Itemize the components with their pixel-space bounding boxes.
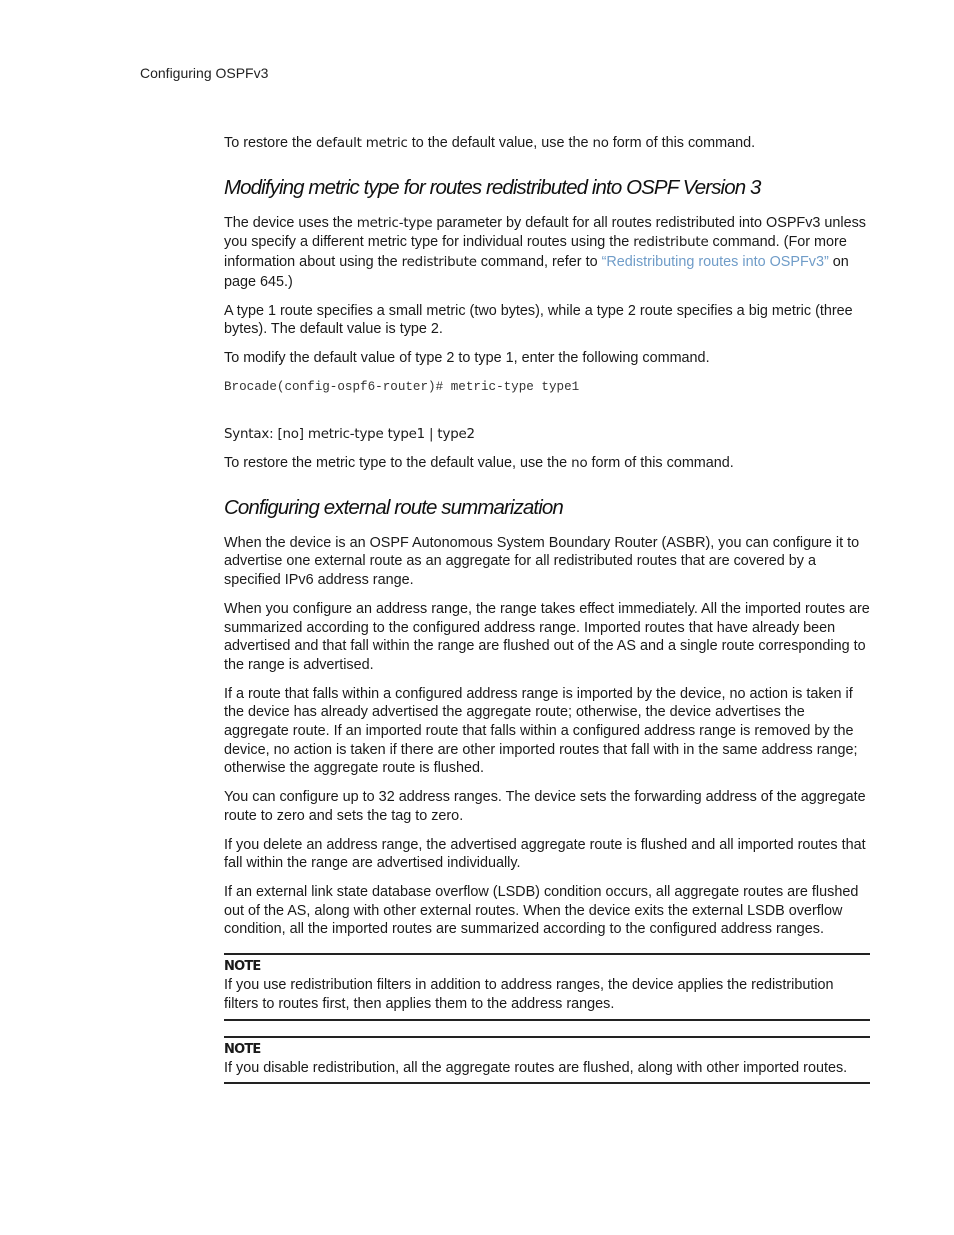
section-heading-metric-type: Modifying metric type for routes redistributed into OSPF Version 3 <box>224 175 761 199</box>
text-run: To restore the <box>224 135 316 151</box>
paragraph: You can configure up to 32 address ranges. The device sets the forwarding address of the aggregate route to zero and sets the tag to zero. <box>224 789 866 824</box>
note-text: If you use redistribution filters in addition to address ranges, the device applies the redistribution filters to routes first, then applies them to the address ranges. <box>224 977 834 1012</box>
paragraph-type-routes: A type 1 route specifies a small metric (two bytes), while a type 2 route specifies a big metric (three bytes). The default value is type 2. <box>224 302 853 338</box>
paragraph-restore-metric-type <box>224 454 870 474</box>
keyword-redistribute: redistribute <box>633 235 709 251</box>
text-run: The device uses the <box>224 214 357 231</box>
text-run: form of this command. <box>587 455 734 472</box>
page-content <box>224 134 870 1084</box>
paragraph: When you configure an address range, the range takes effect immediately. All the imported routes are summarized according to the configured address range. Imported routes that have already been advertised and that fall within the range are flushed out of the AS and a single route corresponding to the range is advertised. <box>224 600 870 673</box>
syntax-line: Syntax: [no] metric-type type1 | type2 <box>224 427 475 443</box>
keyword-no: no <box>592 136 609 151</box>
text-run: on page 645.) <box>224 254 849 290</box>
paragraph-metric-type-intro <box>224 214 870 292</box>
running-header: Configuring OSPFv3 <box>140 65 269 81</box>
note-box <box>224 953 870 1020</box>
paragraph: If an external link state database overflow (LSDB) condition occurs, all aggregate routes are flushed out of the AS, along with other external routes. When the device exits the external LSDB overflow condition, all the imported routes are summarized according to the configured address ranges. <box>224 883 859 938</box>
note-title: NOTE <box>224 959 261 975</box>
note-box <box>224 1036 870 1085</box>
paragraph-restore-default-metric <box>224 134 870 154</box>
paragraph-modify-default: To modify the default value of type 2 to type 1, enter the following command. <box>224 349 710 366</box>
cross-reference-link[interactable]: “Redistributing routes into OSPFv3” <box>601 254 829 271</box>
note-title: NOTE <box>224 1041 261 1057</box>
keyword-metric-type: metric-type <box>356 215 433 231</box>
code-example: Brocade(config-ospf6-router)# metric-type type1 <box>224 379 580 394</box>
paragraph: If a route that falls within a configured address range is imported by the device, no action is taken if the device has already advertised the aggregate route; otherwise, the device advertises the aggregate route. If an imported route that falls within a configured address range is removed by the device, no action is taken if there are other imported routes that fall with in the same address range; otherwise the aggregate route is flushed. <box>224 685 858 777</box>
keyword-redistribute: redistribute <box>401 255 477 271</box>
text-run: form of this command. <box>608 135 756 151</box>
text-run: parameter by default for all routes redistributed into OSPFv3 unless you specify a different metric type for individual routes using the <box>224 214 867 251</box>
keyword-default-metric: default metric <box>316 136 408 151</box>
paragraph: If you delete an address range, the advertised aggregate route is flushed and all imported routes that fall within the range are advertised individually. <box>224 836 866 872</box>
text-run: command. (For more information about using the <box>224 234 847 271</box>
keyword-no: no <box>571 456 588 472</box>
paragraph: When the device is an OSPF Autonomous System Boundary Router (ASBR), you can configure it to advertise one external route as an aggregate for all redistributed routes that are covered by a specified IPv6 address range. <box>224 534 860 589</box>
text-run: command, refer to <box>476 254 602 271</box>
text-run: To restore the metric type to the default value, use the <box>224 455 572 472</box>
text-run: to the default value, use the <box>407 135 593 151</box>
section-heading-external-summarization: Configuring external route summarization <box>224 495 563 519</box>
note-text: If you disable redistribution, all the aggregate routes are flushed, along with other imported routes. <box>224 1059 848 1076</box>
